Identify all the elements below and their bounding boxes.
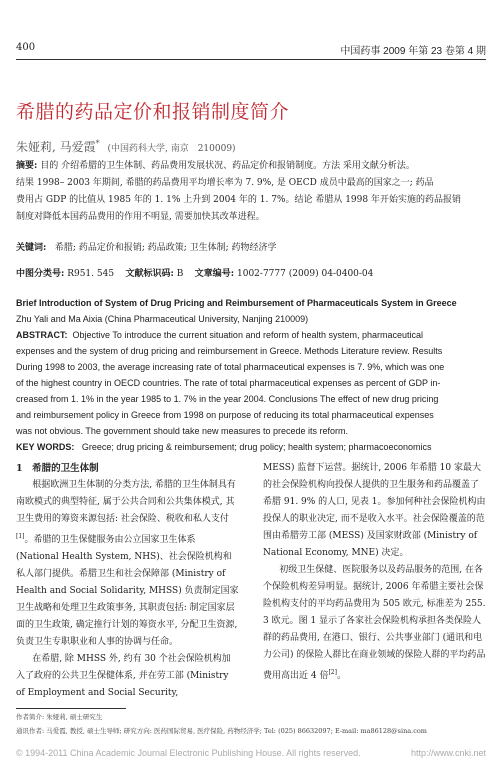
corresponding-mark: *	[95, 139, 100, 148]
citation: [2]	[328, 669, 337, 676]
english-abstract-line: and reimbursement policy in Greece from 1998 on purpose of reducing its total pharmaceutical expenses	[16, 410, 434, 420]
english-abstract-line: expenses and the system of drug pricing and reimbursement in Greece. Methods Literature review. Results	[16, 346, 443, 356]
body-right-column	[263, 460, 486, 685]
article-no-value: 1002-7777 (2009) 04-0400-04	[237, 269, 374, 279]
english-abstract-label: ABSTRACT:	[16, 330, 68, 340]
keywords-cn	[16, 240, 486, 257]
page-number: 400	[16, 42, 36, 53]
english-abstract-line: creased from 1. 1% in the year 1985 to 1. 7% in the year 2004. Conclusions The effect of new drug pricing	[16, 394, 439, 404]
body-paragraph: MESS) 监督下运营。据统计, 2006 年希腊 10 家最大的社会保险机构向投保人提供的卫生服务和药品覆盖了希腊 91. 9% 的人口, 见表 1。参加何种社会保险机构由投保人的职业决定, 而不是收入水平。社会保险覆盖的范围由希腊劳工部 (MESS) 及国家财政部 (Ministry of National Economy, MNE) 决定。	[263, 463, 486, 558]
english-authors: Zhu Yali and Ma Aixia (China Pharmaceutical University, Nanjing 210009)	[16, 314, 309, 324]
abstract-line: 制度对降低本国药品费用的作用不明显, 需要加快其改革进程。	[16, 212, 265, 222]
english-abstract-line: During 1998 to 2003, the average increasing rate of total pharmaceutical expenses is 7. 9%, which was one	[16, 362, 445, 372]
english-abstract-line: Objective To introduce the current situation and reform of health system, pharmaceutical	[72, 330, 424, 340]
footnote-correspondence: 通讯作者: 马爱霞, 教授, 硕士生导师; 研究方向: 医药国际贸易, 医疗保险, 药物经济学; Tel: (025) 86632097; E-mail: ma86128@sina.com	[16, 727, 427, 735]
doc-code-value: B	[176, 269, 184, 279]
footnote-author: 作者简介: 朱娅莉, 硕士研究生	[16, 713, 103, 721]
author-names: 朱娅莉, 马爱霞	[16, 140, 96, 154]
english-abstract-line: of the highest country in OECD countries. The rate of total pharmaceutical expenses as percent of GDP in-	[16, 378, 441, 388]
running-header	[16, 42, 486, 57]
body-paragraph: 根据欧洲卫生体制的分类方法, 希腊的卫生体制具有南欧模式的典型特征, 属于公共合同和公共集体模式, 其卫生费用的筹资来源包括: 社会保险、税收和私人支付[1]。希腊的卫生保健服务由公立国家卫生体系 (National Health System, NHS)、社会保险机构和私人部门提供。希腊卫生和社会保障部 (Ministry of Health and Social Solidarity, MHSS) 负责制定国家卫生战略和处理卫生政策事务, 其职责包括: 制定国家层面的卫生政策, 确定推行计划的筹资水平, 分配卫生资源, 负责卫生专职职业和人事的协调与任命。	[16, 480, 239, 647]
footnote-rule	[16, 708, 126, 709]
abstract-label: 摘要:	[16, 161, 38, 171]
journal-issue: 中国药事 2009 年第 23 卷第 4 期	[340, 46, 486, 57]
body-paragraph: 在希腊, 除 MHSS 外, 约有 30 个社会保险机构加入了政府的公共卫生保健体系, 并在劳工部 (Ministry of Employment and Social Security,	[16, 654, 231, 698]
body-paragraph: 初级卫生保健、医院服务以及药品服务的范围, 在各个保险机构差异明显。据统计, 2006 年希腊主要社会保险机构支付的平均药品费用为 505 欧元, 标准差为 255. 3 欧元。图 1 显示了各家社会保险机构承担各类保险人群的药品费用, 在港口、银行、公共事业部门 (通讯和电力公司) 的保险人群比在商业领域的保险人群的平均药品费用高出近 4 倍[2]。	[263, 565, 486, 681]
clc-value: R951. 545	[67, 269, 115, 279]
authors-line	[16, 138, 236, 155]
clc-label: 中图分类号:	[16, 269, 65, 279]
abstract-cn	[16, 158, 486, 226]
citation: [1]	[16, 533, 25, 540]
abstract-line: 目的 介绍希腊的卫生体制、药品费用发展状况、药品定价和报销制度。方法 采用文献分析法。	[40, 161, 415, 171]
abstract-line: 费用占 GDP 的比值从 1985 年的 1. 1% 上升到 2004 年的 1. 7%。结论 希腊从 1998 年开始实施的药品报销	[16, 195, 461, 205]
english-abstract-line: was not obvious. The government should take new measures to precede its reform.	[16, 426, 349, 436]
body-left-column	[16, 460, 239, 702]
copyright-watermark	[16, 748, 486, 758]
keywords-label: 关键词:	[16, 243, 47, 253]
article-no-label: 文章编号:	[194, 269, 235, 279]
english-keywords: Greece; drug pricing & reimbursement; drug policy; health system; pharmacoeconomics	[81, 442, 432, 452]
abstract-line: 结果 1998– 2003 年期间, 希腊的药品费用平均增长率为 7. 9%, 是 OECD 成员中最高的国家之一; 药品	[16, 178, 434, 188]
english-title: Brief Introduction of System of Drug Pricing and Reimbursement of Pharmaceuticals System in Greece	[16, 298, 457, 308]
watermark-url: http://www.cnki.net	[410, 748, 486, 758]
section-heading: 1 希腊的卫生体制	[16, 463, 99, 474]
watermark-copyright: © 1994-2011 China Academic Journal Electronic Publishing House. All rights reserved.	[16, 748, 361, 758]
english-abstract	[16, 295, 486, 455]
keywords-text: 希腊; 药品定价和报销; 药品政策; 卫生体制; 药物经济学	[54, 243, 277, 253]
article-title: 希腊的药品定价和报销制度简介	[16, 101, 290, 123]
classification-line	[16, 266, 486, 283]
header-rule	[16, 59, 486, 60]
english-keywords-label: KEY WORDS:	[16, 442, 75, 452]
doc-code-label: 文献标识码:	[125, 269, 174, 279]
affiliation: (中国药科大学, 南京 210009)	[107, 144, 236, 154]
